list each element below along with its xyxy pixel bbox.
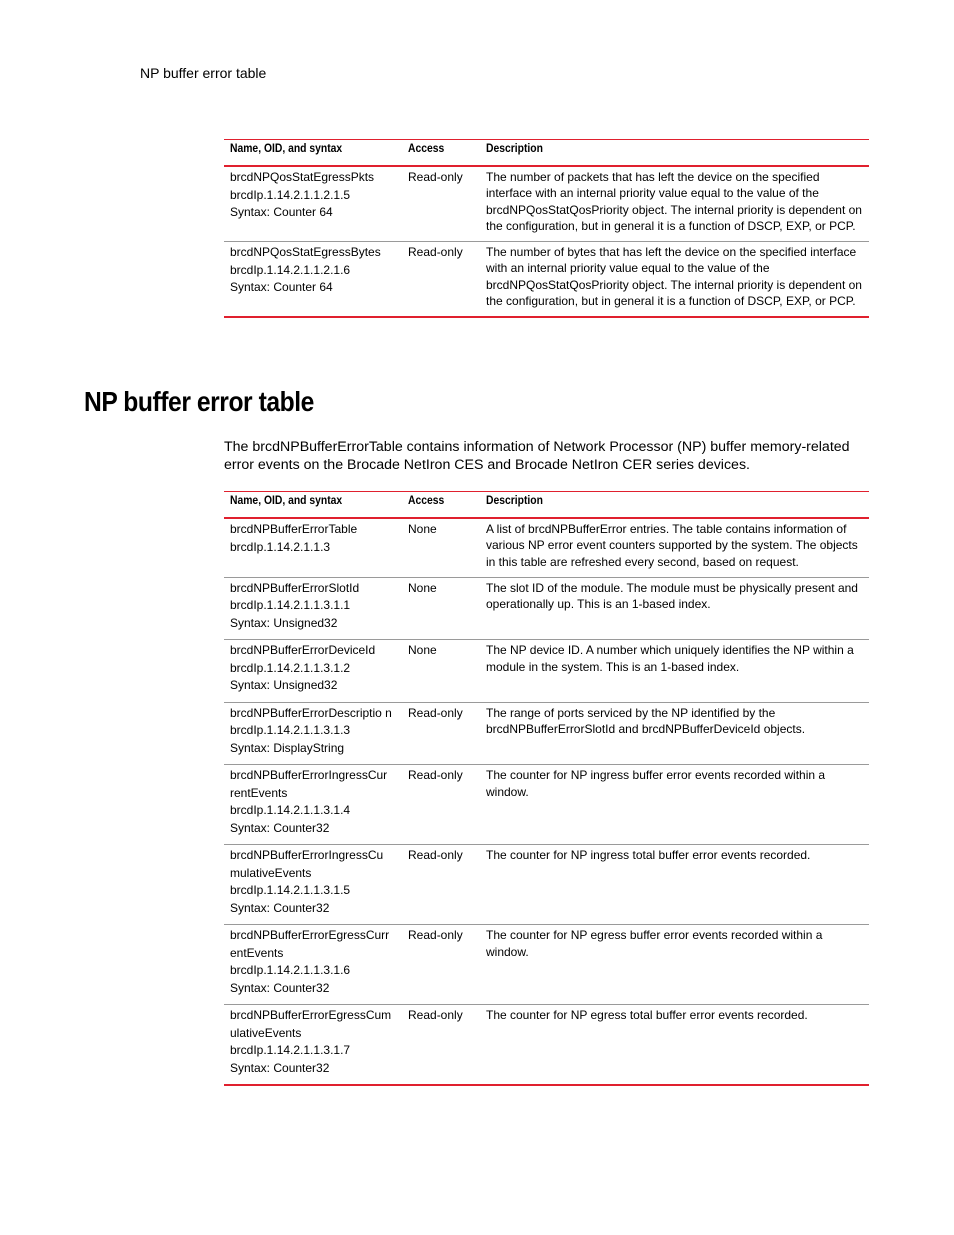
object-oid: brcdIp.1.14.2.1.1.3.1.1 (230, 598, 351, 613)
object-name: brcdNPBufferErrorIngressCu mulativeEvents (230, 848, 384, 880)
object-oid: brcdIp.1.14.2.1.1.2.1.5 (230, 187, 351, 202)
access-cell: Read-only (402, 242, 480, 318)
access-cell: Read-only (402, 702, 480, 765)
intro-paragraph: The brcdNPBufferErrorTable contains information of Network Processor (NP) buffer memory-related error events on the Brocade NetIron CES and Brocade NetIron CER series devices. (224, 439, 850, 473)
table-header-row (224, 140, 869, 167)
table-row (224, 166, 869, 242)
name-oid-syntax-cell (224, 702, 402, 765)
name-oid-syntax-cell (224, 1005, 402, 1086)
object-oid: brcdIp.1.14.2.1.1.3 (230, 539, 331, 554)
table-header-row (224, 492, 869, 519)
table-row (224, 242, 869, 318)
object-syntax: Syntax: Counter 64 (230, 280, 333, 295)
object-oid: brcdIp.1.14.2.1.1.2.1.6 (230, 262, 351, 277)
object-oid: brcdIp.1.14.2.1.1.3.1.6 (230, 963, 351, 978)
column-header-description: Description (480, 492, 869, 519)
object-syntax: Syntax: Counter32 (230, 980, 330, 995)
name-oid-syntax-cell (224, 765, 402, 845)
object-name: brcdNPBufferErrorTable (230, 522, 358, 536)
name-oid-syntax-cell (224, 242, 402, 318)
object-syntax: Syntax: Counter32 (230, 900, 330, 915)
object-syntax: Syntax: Counter 64 (230, 205, 333, 219)
name-oid-syntax-cell (224, 640, 402, 703)
qos-stat-table (224, 139, 869, 318)
object-oid: brcdIp.1.14.2.1.1.3.1.7 (230, 1043, 351, 1058)
access-cell: Read-only (402, 166, 480, 242)
description-cell: The number of packets that has left the device on the specified interface with an internal priority value equal to the value of the brcdNPQosStatQosPriority object. The internal priority is dependent on the configuration, but in general it is a function of DSCP, EXP, or PCP. (480, 166, 869, 242)
section-title: NP buffer error table (84, 386, 314, 417)
access-cell: Read-only (402, 765, 480, 845)
np-buffer-error-table (224, 491, 869, 1086)
table-row (224, 925, 869, 1005)
table-row (224, 702, 869, 765)
table-row (224, 845, 869, 925)
table-row (224, 640, 869, 703)
object-syntax: Syntax: Unsigned32 (230, 615, 338, 630)
object-name: brcdNPBufferErrorIngressCur rentEvents (230, 768, 388, 800)
table-row (224, 1005, 869, 1086)
object-name: brcdNPBufferErrorDescriptio n (230, 705, 392, 720)
object-name: brcdNPBufferErrorEgressCurr entEvents (230, 928, 390, 960)
description-cell: The counter for NP egress total buffer error events recorded. (480, 1005, 869, 1086)
object-oid: brcdIp.1.14.2.1.1.3.1.3 (230, 723, 351, 738)
running-header: NP buffer error table (140, 65, 267, 81)
description-cell: The counter for NP egress buffer error events recorded within a window. (480, 925, 869, 1005)
object-syntax: Syntax: DisplayString (230, 740, 345, 755)
object-syntax: Syntax: Unsigned32 (230, 678, 338, 693)
name-oid-syntax-cell (224, 518, 402, 577)
description-cell: A list of brcdNPBufferError entries. The table contains information of various NP error event counters supported by the system. The objects in this table are refreshed every second, based on request. (480, 518, 869, 577)
access-cell: Read-only (402, 925, 480, 1005)
object-oid: brcdIp.1.14.2.1.1.3.1.2 (230, 660, 351, 675)
description-cell: The slot ID of the module. The module must be physically present and operationally up. This is an 1-based index. (480, 577, 869, 640)
column-header-access: Access (402, 140, 480, 167)
description-cell: The NP device ID. A number which uniquely identifies the NP within a module in the system. This is an 1-based index. (480, 640, 869, 703)
object-syntax: Syntax: Counter32 (230, 820, 330, 835)
object-name: brcdNPQosStatEgressPkts (230, 170, 375, 184)
description-cell: The number of bytes that has left the device on the specified interface with an internal priority value equal to the value of the brcdNPQosStatQosPriority object. The internal priority is dependent on the configuration, but in general it is a function of DSCP, EXP, or PCP. (480, 242, 869, 318)
name-oid-syntax-cell (224, 166, 402, 242)
access-cell: None (402, 518, 480, 577)
description-cell: The counter for NP ingress total buffer error events recorded. (480, 845, 869, 925)
table-row (224, 577, 869, 640)
object-name: brcdNPBufferErrorDeviceId (230, 643, 376, 658)
column-header-description: Description (480, 140, 869, 167)
table-row (224, 518, 869, 577)
column-header-access: Access (402, 492, 480, 519)
object-name: brcdNPBufferErrorEgressCum ulativeEvents (230, 1008, 392, 1040)
object-syntax: Syntax: Counter32 (230, 1060, 330, 1075)
name-oid-syntax-cell (224, 925, 402, 1005)
name-oid-syntax-cell (224, 845, 402, 925)
column-header-name: Name, OID, and syntax (224, 140, 402, 167)
object-name: brcdNPQosStatEgressBytes (230, 245, 381, 260)
object-name: brcdNPBufferErrorSlotId (230, 580, 360, 595)
object-oid: brcdIp.1.14.2.1.1.3.1.4 (230, 803, 351, 818)
column-header-name: Name, OID, and syntax (224, 492, 402, 519)
access-cell: None (402, 577, 480, 640)
description-cell: The range of ports serviced by the NP identified by the brcdNPBufferErrorSlotId and brcdNPBufferDeviceId objects. (480, 702, 869, 765)
access-cell: None (402, 640, 480, 703)
object-oid: brcdIp.1.14.2.1.1.3.1.5 (230, 883, 351, 898)
table-row (224, 765, 869, 845)
access-cell: Read-only (402, 1005, 480, 1086)
description-cell: The counter for NP ingress buffer error events recorded within a window. (480, 765, 869, 845)
access-cell: Read-only (402, 845, 480, 925)
name-oid-syntax-cell (224, 577, 402, 640)
